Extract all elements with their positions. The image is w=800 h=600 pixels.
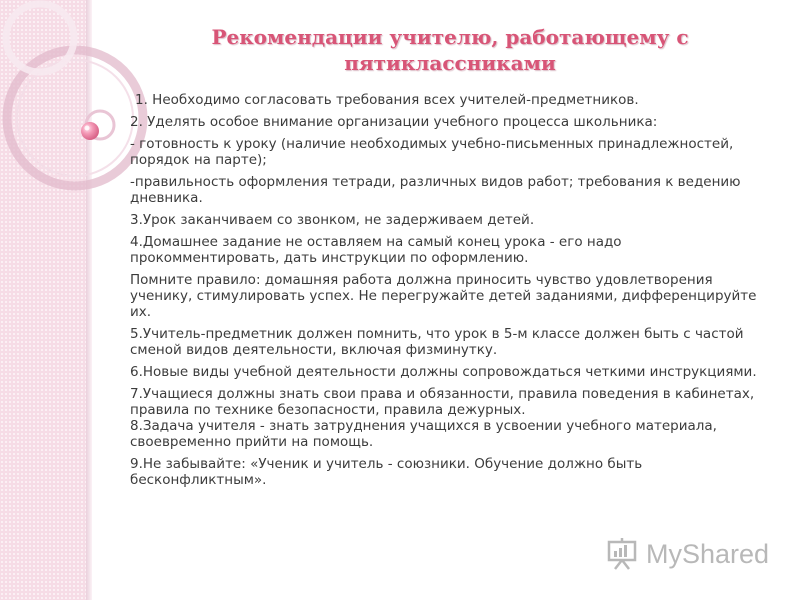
list-item: 9.Не забывайте: «Ученик и учитель - союзники. Обучение должно быть бесконфликтным».	[130, 456, 643, 488]
list-item: - готовность к уроку (наличие необходимых учебно-письменных принадлежностей, порядок на парте);	[130, 136, 734, 168]
list-item: 2. Уделять особое внимание организации учебного процесса школьника:	[130, 114, 658, 130]
list-item: 3.Урок заканчиваем со звонком, не задерживаем детей.	[130, 212, 535, 228]
list-item: -правильность оформления тетради, различных видов работ; требования к ведению дневника.	[130, 174, 741, 206]
large-ring-inner	[17, 60, 133, 176]
myshared-watermark	[606, 537, 776, 571]
list-item: Помните правило: домашняя работа должна приносить чувство удовлетворения ученику, стимулировать успех. Не перегружайте детей заданиями, дифференцируйте их.	[130, 272, 757, 320]
bead-highlight	[85, 126, 90, 131]
presentation-board-icon	[606, 537, 640, 571]
slide-title: Рекомендации учителю, работающему с пятиклассниками	[211, 25, 689, 75]
watermark-text: MyShared	[646, 539, 770, 569]
recommendations-list	[130, 92, 760, 494]
list-item: 6.Новые виды учебной деятельности должны сопровождаться четкими инструкциями.	[130, 364, 757, 380]
pink-bead	[81, 122, 99, 140]
list-item: 7.Учащиеся должны знать свои права и обязанности, правила поведения в кабинетах, правила по технике безопасности, правила дежурных.	[130, 386, 755, 418]
list-item: 5.Учитель-предметник должен помнить, что урок в 5-м классе должен быть с частой сменой видов деятельности, включая физминутку.	[130, 326, 744, 358]
list-item: 4.Домашнее задание не оставляем на самый конец урока - его надо прокомментировать, дать инструкции по оформлению.	[130, 234, 622, 266]
list-item: 8.Задача учителя - знать затруднения учащихся в усвоении учебного материала, своевременно прийти на помощь.	[130, 418, 717, 450]
list-item: 1. Необходимо согласовать требования всех учителей-предметников.	[135, 92, 639, 108]
